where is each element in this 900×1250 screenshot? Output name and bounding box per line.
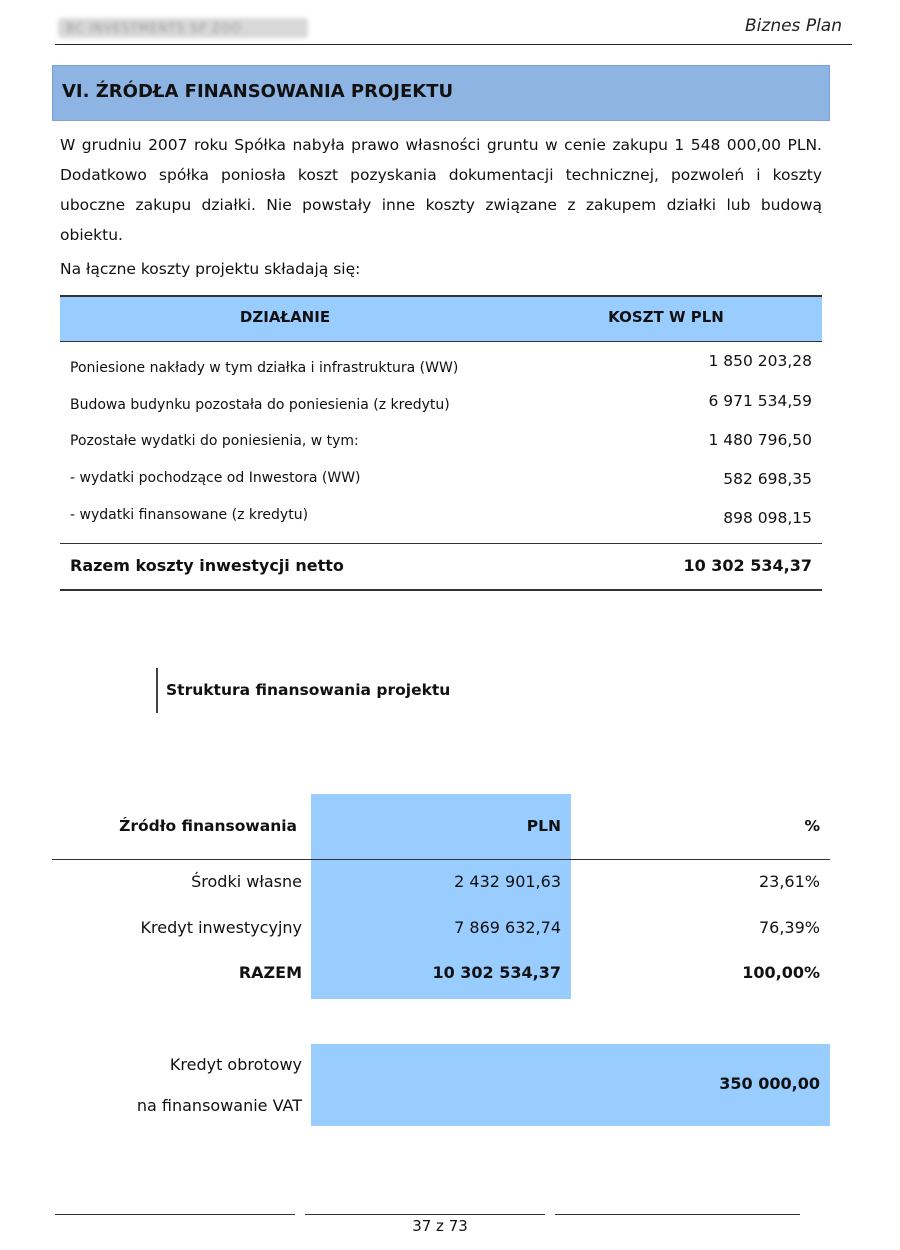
financing-row-label: Środki własne xyxy=(191,872,302,891)
header-divider xyxy=(55,44,852,45)
footer-rule-right xyxy=(555,1214,800,1215)
cost-row-label: Poniesione nakłady w tym działka i infrastruktura (WW) xyxy=(70,360,459,376)
cost-row-label: - wydatki finansowane (z kredytu) xyxy=(70,507,309,523)
financing-total-pln: 10 302 534,37 xyxy=(432,963,561,982)
working-credit-value: 350 000,00 xyxy=(719,1074,820,1093)
financing-row-label: Kredyt inwestycyjny xyxy=(140,918,302,937)
financing-row-pln: 7 869 632,74 xyxy=(454,918,561,937)
cost-total-bottom-rule xyxy=(60,589,822,591)
cost-row-value: 898 098,15 xyxy=(723,509,812,527)
cost-row-label: Pozostałe wydatki do poniesienia, w tym: xyxy=(70,433,359,449)
cost-table-header-cost: KOSZT W PLN xyxy=(608,308,724,326)
financing-total-label: RAZEM xyxy=(238,963,302,982)
cost-table-header-rule xyxy=(60,341,822,342)
financing-header-percent: % xyxy=(804,817,820,835)
company-logo: BC INVESTMENTS SP ZOO xyxy=(58,18,308,38)
structure-title-marker xyxy=(156,668,158,713)
cost-row-value: 582 698,35 xyxy=(723,470,812,488)
cost-total-value: 10 302 534,37 xyxy=(683,556,812,575)
footer-rule-left xyxy=(55,1214,295,1215)
financing-row-pln: 2 432 901,63 xyxy=(454,872,561,891)
cost-intro: Na łączne koszty projektu składają się: xyxy=(60,260,361,278)
document-title: Biznes Plan xyxy=(745,16,842,36)
financing-row-percent: 76,39% xyxy=(758,918,820,937)
section-paragraph: W grudniu 2007 roku Spółka nabyła prawo własności gruntu w cenie zakupu 1 548 000,00 PLN. Dodatkowo spółka poniosła koszt pozyskania dokumentacji technicznej, pozwoleń i koszty uboczne zakupu działki. Nie powstały inne koszty związane z zakupem działki lub budową obiektu. xyxy=(60,136,822,244)
cost-row-value: 1 480 796,50 xyxy=(708,431,812,449)
cost-total-label: Razem koszty inwestycji netto xyxy=(70,556,344,575)
section-title: VI. ŹRÓDŁA FINANSOWANIA PROJEKTU xyxy=(62,81,454,102)
cost-total-top-rule xyxy=(60,543,822,544)
working-credit-label: Kredyt obrotowy xyxy=(169,1055,302,1074)
working-credit-label-line2: na finansowanie VAT xyxy=(136,1096,302,1115)
cost-row-label: - wydatki pochodzące od Inwestora (WW) xyxy=(70,470,361,486)
financing-row-percent: 23,61% xyxy=(758,872,820,891)
financing-total-percent: 100,00% xyxy=(742,963,820,982)
cost-row-value: 1 850 203,28 xyxy=(708,352,812,370)
cost-table-header-action: DZIAŁANIE xyxy=(239,308,331,326)
financing-header-rule xyxy=(52,859,830,860)
page-number: 37 z 73 xyxy=(412,1217,468,1235)
financing-header-source: Źródło finansowania xyxy=(119,817,297,835)
cost-row-value: 6 971 534,59 xyxy=(708,392,812,410)
cost-row-label: Budowa budynku pozostała do poniesienia (z kredytu) xyxy=(70,397,450,413)
financing-header-pln: PLN xyxy=(526,817,561,835)
structure-title: Struktura finansowania projektu xyxy=(166,681,451,699)
footer-rule-middle xyxy=(305,1214,545,1215)
